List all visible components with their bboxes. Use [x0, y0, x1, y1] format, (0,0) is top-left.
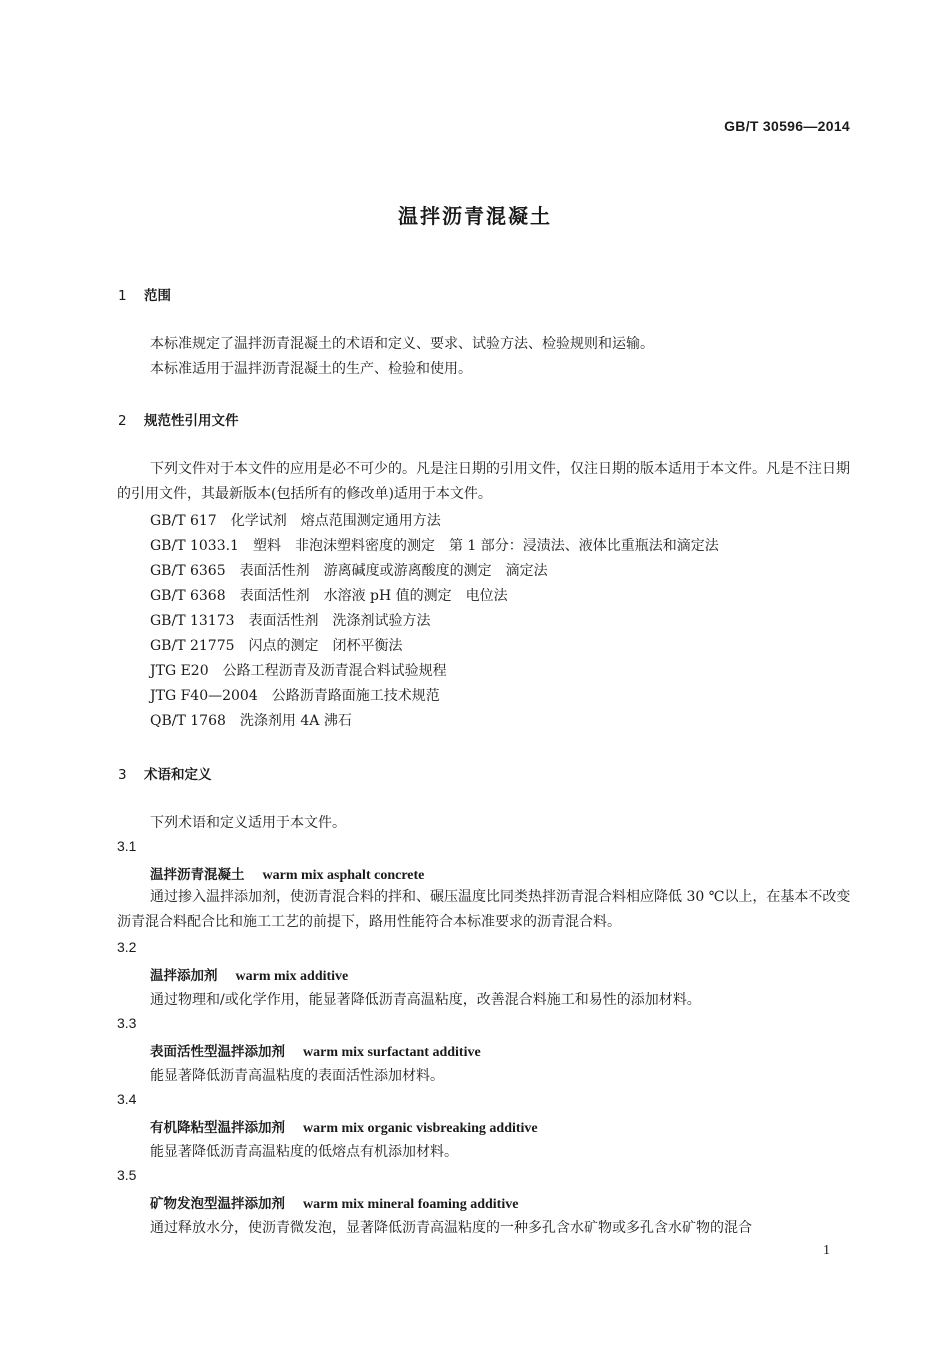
section-title: 范围: [144, 288, 171, 304]
section-number: 2: [118, 413, 127, 429]
paragraph: 本标准规定了温拌沥青混凝土的术语和定义、要求、试验方法、检验规则和运输。: [150, 336, 654, 352]
term-definition: 通过物理和/或化学作用，能显著降低沥青高温粘度，改善混合料施工和易性的添加材料。: [150, 992, 701, 1008]
term-english: warm mix surfactant additive: [303, 1045, 481, 1060]
section-title: 术语和定义: [144, 767, 212, 783]
section-title: 规范性引用文件: [144, 413, 239, 429]
term-heading: [150, 1040, 481, 1061]
term-heading: [150, 1116, 538, 1137]
reference-code: GB/T 6365: [150, 563, 226, 579]
reference-item: [150, 660, 447, 680]
reference-item: [150, 710, 352, 730]
reference-item: [150, 560, 548, 580]
reference-title: 闪点的测定 闭杯平衡法: [248, 638, 403, 654]
reference-title: 公路沥青路面施工技术规范: [271, 688, 440, 704]
reference-code: GB/T 13173: [150, 613, 235, 629]
term-chinese: 温拌沥青混凝土: [150, 867, 245, 883]
term-definition: 通过释放水分，使沥青微发泡，显著降低沥青高温粘度的一种多孔含水矿物或多孔含水矿物的混合: [150, 1220, 752, 1236]
term-number: 3.1: [117, 838, 137, 854]
reference-code: GB/T 1033.1: [150, 538, 239, 554]
term-number: 3.4: [117, 1091, 137, 1107]
reference-title: 塑料 非泡沫塑料密度的测定 第 1 部分：浸渍法、液体比重瓶法和滴定法: [252, 538, 719, 554]
paragraph: 本标准适用于温拌沥青混凝土的生产、检验和使用。: [150, 361, 472, 377]
section-1-heading: [118, 284, 171, 304]
reference-item: [150, 685, 440, 705]
section-number: 3: [118, 767, 127, 783]
standard-number: GB/T 30596—2014: [724, 118, 850, 134]
reference-item: [150, 510, 441, 530]
term-english: warm mix organic visbreaking additive: [303, 1121, 538, 1136]
term-chinese: 温拌添加剂: [150, 968, 218, 984]
term-heading: [150, 1192, 518, 1213]
reference-title: 表面活性剂 游离碱度或游离酸度的测定 滴定法: [239, 563, 548, 579]
term-english: warm mix asphalt concrete: [262, 868, 425, 883]
term-chinese: 有机降粘型温拌添加剂: [150, 1120, 285, 1136]
term-definition: 能显著降低沥青高温粘度的低熔点有机添加材料。: [150, 1144, 458, 1160]
reference-code: JTG F40—2004: [150, 688, 258, 704]
paragraph: 下列文件对于本文件的应用是必不可少的。凡是注日期的引用文件，仅注日期的版本适用于本文件。凡是不注日期的引用文件，其最新版本(包括所有的修改单)适用于本文件。: [117, 461, 850, 502]
term-heading: [150, 863, 424, 884]
reference-title: 公路工程沥青及沥青混合料试验规程: [222, 663, 447, 679]
page-number: 1: [823, 1243, 830, 1258]
reference-item: [150, 635, 403, 655]
reference-code: GB/T 21775: [150, 638, 235, 654]
paragraph: 下列术语和定义适用于本文件。: [150, 815, 346, 831]
term-number: 3.5: [117, 1167, 137, 1183]
section-2-heading: [118, 409, 239, 429]
reference-title: 洗涤剂用 4A 沸石: [239, 713, 352, 729]
term-number: 3.3: [117, 1015, 137, 1031]
term-number: 3.2: [117, 939, 137, 955]
term-chinese: 表面活性型温拌添加剂: [150, 1044, 285, 1060]
reference-code: QB/T 1768: [150, 713, 226, 729]
reference-code: JTG E20: [150, 663, 209, 679]
term-chinese: 矿物发泡型温拌添加剂: [150, 1196, 285, 1212]
reference-title: 表面活性剂 洗涤剂试验方法: [248, 613, 431, 629]
term-definition: 能显著降低沥青高温粘度的表面活性添加材料。: [150, 1068, 444, 1084]
section-number: 1: [118, 288, 127, 304]
document-title: 温拌沥青混凝土: [398, 204, 552, 228]
reference-title: 化学试剂 熔点范围测定通用方法: [230, 513, 441, 529]
term-definition: 通过掺入温拌添加剂，使沥青混合料的拌和、碾压温度比同类热拌沥青混合料相应降低 30 ℃以上，在基本不改变沥青混合料配合比和施工工艺的前提下，路用性能符合本标准要求的沥青混合料。: [117, 889, 851, 930]
reference-item: [150, 610, 431, 630]
reference-code: GB/T 6368: [150, 588, 226, 604]
reference-item: [150, 585, 508, 605]
reference-title: 表面活性剂 水溶液 pH 值的测定 电位法: [239, 588, 508, 604]
reference-item: [150, 535, 719, 555]
section-3-heading: [118, 763, 212, 783]
term-english: warm mix additive: [235, 969, 349, 984]
reference-code: GB/T 617: [150, 513, 217, 529]
term-english: warm mix mineral foaming additive: [303, 1197, 519, 1212]
term-heading: [150, 964, 348, 985]
